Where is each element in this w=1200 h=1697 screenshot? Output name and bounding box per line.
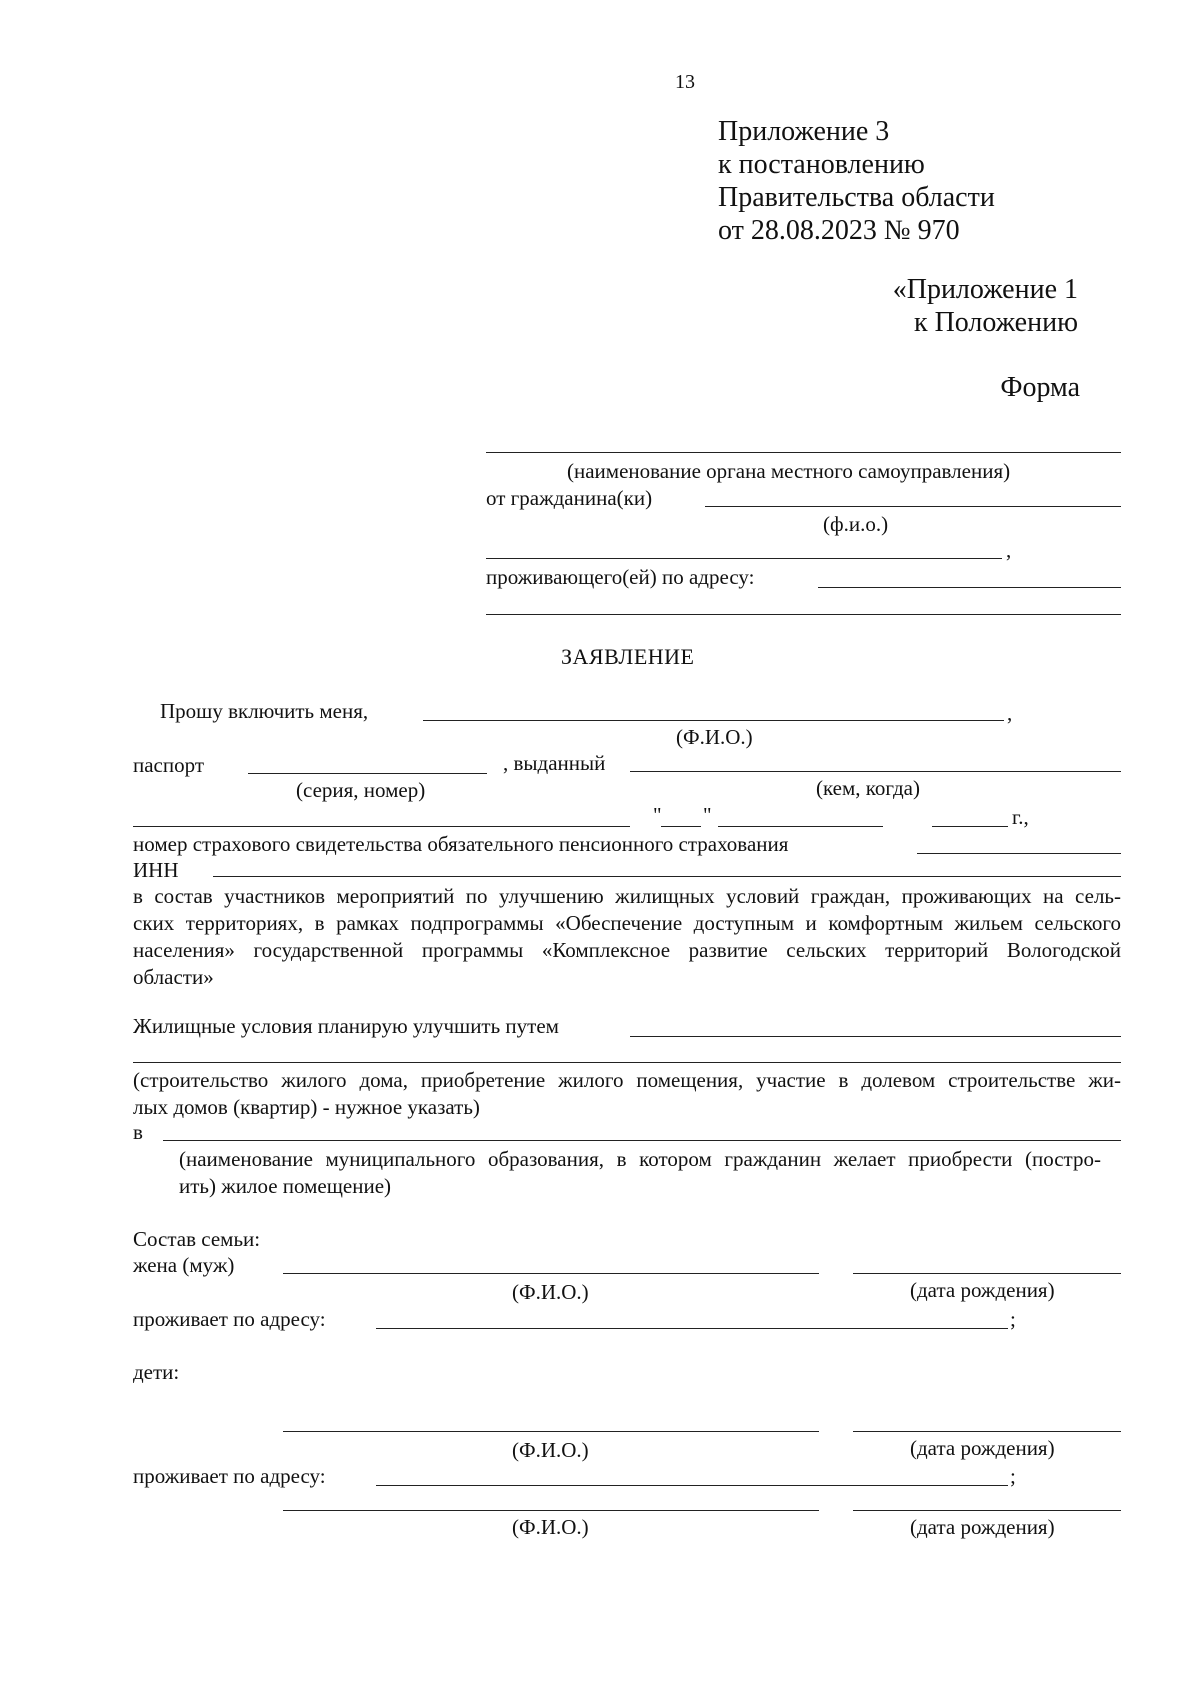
spouse-address-line[interactable]: [376, 1328, 1008, 1329]
passport-issuer-caption: (кем, когда): [816, 776, 920, 800]
child-2-fio-line[interactable]: [283, 1510, 819, 1511]
housing-caption-line-2: лых домов (квартир) - нужное указать): [133, 1095, 480, 1119]
housing-method-line[interactable]: [630, 1036, 1121, 1037]
spouse-fio-line[interactable]: [283, 1273, 819, 1274]
child-2-fio-caption: (Ф.И.О.): [512, 1515, 589, 1539]
from-citizen-label: от гражданина(ки): [486, 486, 653, 510]
passport-number-line[interactable]: [248, 773, 487, 774]
organ-name-line[interactable]: [486, 452, 1121, 453]
snils-label: номер страхового свидетельства обязательного пенсионного страхования: [133, 832, 789, 856]
child-1-birth-line[interactable]: [853, 1431, 1121, 1432]
citizen-fio-line-2[interactable]: [486, 558, 1002, 559]
semicolon: ;: [1010, 1464, 1016, 1488]
semicolon: ;: [1010, 1307, 1016, 1331]
address-label: проживающего(ей) по адресу:: [486, 565, 755, 589]
passport-issuer-line[interactable]: [630, 771, 1121, 772]
header-line-4: от 28.08.2023 № 970: [718, 215, 960, 246]
header-line-1: Приложение 3: [718, 116, 890, 147]
spouse-label: жена (муж): [133, 1253, 235, 1277]
child-1-birth-caption: (дата рождения): [910, 1436, 1055, 1460]
issued-label: , выданный: [503, 751, 606, 775]
issue-day-line[interactable]: [661, 826, 701, 827]
year-suffix: г.,: [1012, 805, 1029, 829]
applicant-fio-caption: (Ф.И.О.): [676, 725, 753, 749]
form-label: Форма: [1000, 372, 1080, 403]
housing-caption: [133, 1067, 1121, 1121]
header-line-2: к постановлению: [718, 149, 925, 180]
municipality-caption-line-2: ить) жилое помещение): [179, 1174, 392, 1198]
issue-year-line[interactable]: [932, 826, 1008, 827]
citizen-fio-line[interactable]: [705, 506, 1121, 507]
municipality-caption-line-1: (наименование муниципального образования, в котором гражданин желает приобрести (постро-: [179, 1147, 1101, 1171]
quote-close: ": [703, 803, 712, 827]
in-label: в: [133, 1120, 143, 1144]
housing-method-line-2[interactable]: [133, 1062, 1121, 1063]
municipality-line[interactable]: [163, 1140, 1121, 1141]
page-number: 13: [675, 71, 695, 93]
issuer-continuation-line[interactable]: [133, 826, 630, 827]
comma: ,: [1006, 538, 1012, 562]
child-1-fio-caption: (Ф.И.О.): [512, 1438, 589, 1462]
housing-caption-line-1: (строительство жилого дома, приобретение жилого помещения, участие в долевом строительстве жи-: [133, 1068, 1121, 1092]
child-2-birth-caption: (дата рождения): [910, 1515, 1055, 1539]
spouse-birth-line[interactable]: [853, 1273, 1121, 1274]
housing-label: Жилищные условия планирую улучшить путем: [133, 1014, 559, 1038]
child-1-fio-line[interactable]: [283, 1431, 819, 1432]
address-line-2[interactable]: [486, 614, 1121, 615]
family-heading: Состав семьи:: [133, 1227, 261, 1251]
passport-label: паспорт: [133, 753, 205, 777]
children-label: дети:: [133, 1360, 180, 1384]
inn-label: ИНН: [133, 858, 179, 882]
request-body-line-1: в состав участников мероприятий по улучшению жилищных условий граждан, проживающих на сель-: [133, 884, 1121, 908]
applicant-fio-line[interactable]: [423, 720, 1004, 721]
header-line-3: Правительства области: [718, 182, 995, 213]
document-title: ЗАЯВЛЕНИЕ: [561, 644, 695, 669]
comma: ,: [1007, 701, 1013, 725]
quote-open: ": [653, 803, 662, 827]
citizen-fio-caption: (ф.и.о.): [823, 512, 889, 536]
child-1-address-label: проживает по адресу:: [133, 1464, 326, 1488]
spouse-birth-caption: (дата рождения): [910, 1278, 1055, 1302]
spouse-fio-caption: (Ф.И.О.): [512, 1280, 589, 1304]
appendix-line-2: к Положению: [913, 307, 1078, 338]
child-2-birth-line[interactable]: [853, 1510, 1121, 1511]
request-body-line-4: области»: [133, 965, 214, 989]
request-body-line-2: ских территориях, в рамках подпрограммы «Обеспечение доступным и комфортным жильем сельского: [133, 911, 1121, 935]
request-intro: Прошу включить меня,: [160, 699, 369, 723]
request-body-line-3: населения» государственной программы «Комплексное развитие сельских территорий Вологодской: [133, 938, 1121, 962]
spouse-address-label: проживает по адресу:: [133, 1307, 326, 1331]
snils-line[interactable]: [917, 853, 1121, 854]
child-1-address-line[interactable]: [376, 1485, 1008, 1486]
appendix-line-1: «Приложение 1: [892, 274, 1078, 305]
request-body-text: [133, 883, 1121, 991]
municipality-caption: [179, 1146, 1101, 1200]
inn-line[interactable]: [213, 876, 1121, 877]
organ-name-caption: (наименование органа местного самоуправления): [567, 459, 1011, 483]
issue-month-line[interactable]: [718, 826, 883, 827]
address-line-1[interactable]: [818, 587, 1121, 588]
passport-number-caption: (серия, номер): [296, 778, 426, 802]
